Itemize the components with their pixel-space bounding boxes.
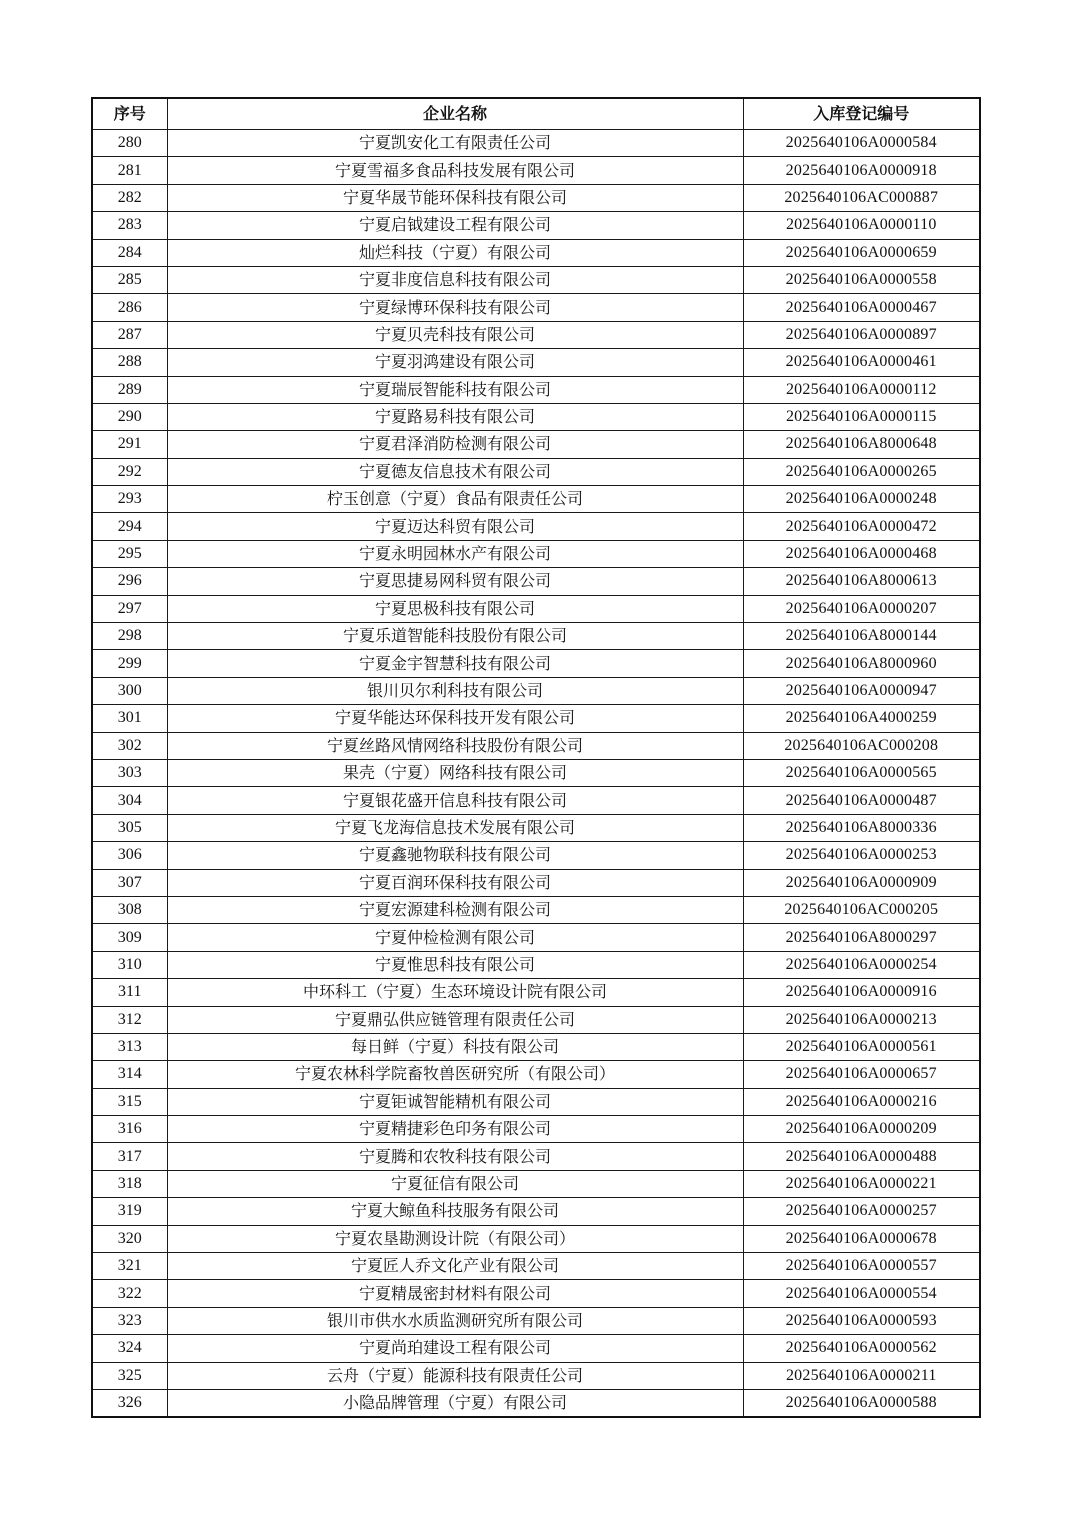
- row-registration-number-cell: 2025640106A8000648: [743, 431, 980, 458]
- row-company-name-cell: 宁夏百润环保科技有限公司: [167, 869, 743, 896]
- row-seq-cell: 305: [92, 814, 167, 841]
- row-seq-cell: 291: [92, 431, 167, 458]
- row-seq-cell: 307: [92, 869, 167, 896]
- row-seq-cell: 317: [92, 1143, 167, 1170]
- row-company-name-cell: 宁夏君泽消防检测有限公司: [167, 431, 743, 458]
- row-registration-number-cell: 2025640106A0000554: [743, 1280, 980, 1307]
- row-registration-number-cell: 2025640106A0000112: [743, 376, 980, 403]
- table-row: [92, 1362, 980, 1389]
- row-registration-number-cell: 2025640106A0000221: [743, 1170, 980, 1197]
- table-row: [92, 294, 980, 321]
- row-company-name-cell: 宁夏永明园林水产有限公司: [167, 540, 743, 567]
- row-company-name-cell: 宁夏农垦勘测设计院（有限公司）: [167, 1225, 743, 1252]
- enterprise-registry-table: [91, 97, 981, 1418]
- table-row: [92, 540, 980, 567]
- table-row: [92, 239, 980, 266]
- table-row: [92, 759, 980, 786]
- row-company-name-cell: 宁夏华能达环保科技开发有限公司: [167, 705, 743, 732]
- row-seq-cell: 293: [92, 486, 167, 513]
- row-company-name-cell: 宁夏迈达科贸有限公司: [167, 513, 743, 540]
- row-company-name-cell: 宁夏思捷易网科贸有限公司: [167, 568, 743, 595]
- row-registration-number-cell: 2025640106A0000213: [743, 1006, 980, 1033]
- table-row: [92, 924, 980, 951]
- row-seq-cell: 298: [92, 623, 167, 650]
- row-seq-cell: 284: [92, 239, 167, 266]
- row-company-name-cell: 宁夏鼎弘供应链管理有限责任公司: [167, 1006, 743, 1033]
- row-registration-number-cell: 2025640106A0000897: [743, 321, 980, 348]
- row-seq-cell: 302: [92, 732, 167, 759]
- row-seq-cell: 308: [92, 896, 167, 923]
- row-registration-number-cell: 2025640106A0000468: [743, 540, 980, 567]
- row-seq-cell: 301: [92, 705, 167, 732]
- table-header-row: [92, 98, 980, 130]
- table-row: [92, 1307, 980, 1334]
- row-registration-number-cell: 2025640106A0000565: [743, 759, 980, 786]
- row-company-name-cell: 果壳（宁夏）网络科技有限公司: [167, 759, 743, 786]
- row-company-name-cell: 宁夏银花盛开信息科技有限公司: [167, 787, 743, 814]
- row-registration-number-cell: 2025640106AC000887: [743, 184, 980, 211]
- table-row: [92, 130, 980, 157]
- table-row: [92, 184, 980, 211]
- row-seq-cell: 325: [92, 1362, 167, 1389]
- row-company-name-cell: 宁夏腾和农牧科技有限公司: [167, 1143, 743, 1170]
- row-seq-cell: 283: [92, 212, 167, 239]
- row-seq-cell: 282: [92, 184, 167, 211]
- row-registration-number-cell: 2025640106A0000588: [743, 1389, 980, 1417]
- row-registration-number-cell: 2025640106A0000209: [743, 1116, 980, 1143]
- header-registration-number: 入库登记编号: [743, 98, 980, 130]
- row-seq-cell: 319: [92, 1198, 167, 1225]
- table-row: [92, 623, 980, 650]
- row-company-name-cell: 宁夏飞龙海信息技术发展有限公司: [167, 814, 743, 841]
- row-seq-cell: 321: [92, 1253, 167, 1280]
- table-row: [92, 1061, 980, 1088]
- row-company-name-cell: 云舟（宁夏）能源科技有限责任公司: [167, 1362, 743, 1389]
- table-row: [92, 349, 980, 376]
- table-row: [92, 1253, 980, 1280]
- row-registration-number-cell: 2025640106A8000297: [743, 924, 980, 951]
- row-seq-cell: 322: [92, 1280, 167, 1307]
- row-registration-number-cell: 2025640106A0000216: [743, 1088, 980, 1115]
- row-registration-number-cell: 2025640106A0000211: [743, 1362, 980, 1389]
- row-seq-cell: 309: [92, 924, 167, 951]
- row-registration-number-cell: 2025640106A0000657: [743, 1061, 980, 1088]
- row-registration-number-cell: 2025640106A0000110: [743, 212, 980, 239]
- row-seq-cell: 285: [92, 266, 167, 293]
- row-company-name-cell: 宁夏绿博环保科技有限公司: [167, 294, 743, 321]
- row-registration-number-cell: 2025640106A0000248: [743, 486, 980, 513]
- row-seq-cell: 326: [92, 1389, 167, 1417]
- row-company-name-cell: 宁夏羽鸿建设有限公司: [167, 349, 743, 376]
- row-company-name-cell: 小隐品牌管理（宁夏）有限公司: [167, 1389, 743, 1417]
- table-row: [92, 705, 980, 732]
- row-company-name-cell: 宁夏仲检检测有限公司: [167, 924, 743, 951]
- row-seq-cell: 300: [92, 677, 167, 704]
- row-company-name-cell: 每日鲜（宁夏）科技有限公司: [167, 1033, 743, 1060]
- table-row: [92, 979, 980, 1006]
- table-row: [92, 595, 980, 622]
- row-company-name-cell: 宁夏乐道智能科技股份有限公司: [167, 623, 743, 650]
- row-seq-cell: 289: [92, 376, 167, 403]
- row-company-name-cell: 宁夏征信有限公司: [167, 1170, 743, 1197]
- row-company-name-cell: 宁夏精捷彩色印务有限公司: [167, 1116, 743, 1143]
- row-seq-cell: 299: [92, 650, 167, 677]
- table-row: [92, 787, 980, 814]
- row-registration-number-cell: 2025640106AC000205: [743, 896, 980, 923]
- row-registration-number-cell: 2025640106A0000467: [743, 294, 980, 321]
- row-seq-cell: 318: [92, 1170, 167, 1197]
- row-seq-cell: 315: [92, 1088, 167, 1115]
- row-seq-cell: 311: [92, 979, 167, 1006]
- row-company-name-cell: 宁夏金宇智慧科技有限公司: [167, 650, 743, 677]
- row-registration-number-cell: 2025640106A0000207: [743, 595, 980, 622]
- row-registration-number-cell: 2025640106A0000561: [743, 1033, 980, 1060]
- row-seq-cell: 306: [92, 842, 167, 869]
- table-row: [92, 486, 980, 513]
- row-seq-cell: 288: [92, 349, 167, 376]
- row-registration-number-cell: 2025640106A0000593: [743, 1307, 980, 1334]
- row-seq-cell: 290: [92, 403, 167, 430]
- row-registration-number-cell: 2025640106A0000254: [743, 951, 980, 978]
- table-row: [92, 1088, 980, 1115]
- row-seq-cell: 287: [92, 321, 167, 348]
- row-registration-number-cell: 2025640106A0000115: [743, 403, 980, 430]
- table-row: [92, 1006, 980, 1033]
- table-row: [92, 1225, 980, 1252]
- row-company-name-cell: 宁夏鑫驰物联科技有限公司: [167, 842, 743, 869]
- table-row: [92, 403, 980, 430]
- table-row: [92, 732, 980, 759]
- table-row: [92, 650, 980, 677]
- row-registration-number-cell: 2025640106A0000257: [743, 1198, 980, 1225]
- row-company-name-cell: 银川贝尔利科技有限公司: [167, 677, 743, 704]
- table-row: [92, 1170, 980, 1197]
- table-row: [92, 842, 980, 869]
- table-row: [92, 1198, 980, 1225]
- row-company-name-cell: 宁夏德友信息技术有限公司: [167, 458, 743, 485]
- row-seq-cell: 320: [92, 1225, 167, 1252]
- row-registration-number-cell: 2025640106A0000562: [743, 1335, 980, 1362]
- row-registration-number-cell: 2025640106A8000960: [743, 650, 980, 677]
- row-company-name-cell: 宁夏尚珀建设工程有限公司: [167, 1335, 743, 1362]
- table-row: [92, 814, 980, 841]
- table-row: [92, 951, 980, 978]
- table-row: [92, 568, 980, 595]
- table-row: [92, 458, 980, 485]
- row-registration-number-cell: 2025640106A0000472: [743, 513, 980, 540]
- row-company-name-cell: 宁夏匠人乔文化产业有限公司: [167, 1253, 743, 1280]
- row-company-name-cell: 宁夏大鲸鱼科技服务有限公司: [167, 1198, 743, 1225]
- table-row: [92, 677, 980, 704]
- row-company-name-cell: 宁夏非度信息科技有限公司: [167, 266, 743, 293]
- row-company-name-cell: 中环科工（宁夏）生态环境设计院有限公司: [167, 979, 743, 1006]
- header-company-name: 企业名称: [167, 98, 743, 130]
- row-company-name-cell: 宁夏瑞辰智能科技有限公司: [167, 376, 743, 403]
- row-seq-cell: 312: [92, 1006, 167, 1033]
- row-registration-number-cell: 2025640106A0000558: [743, 266, 980, 293]
- row-company-name-cell: 宁夏路易科技有限公司: [167, 403, 743, 430]
- row-company-name-cell: 宁夏惟思科技有限公司: [167, 951, 743, 978]
- row-company-name-cell: 宁夏农林科学院畜牧兽医研究所（有限公司）: [167, 1061, 743, 1088]
- row-registration-number-cell: 2025640106A0000584: [743, 130, 980, 157]
- table-row: [92, 1280, 980, 1307]
- row-registration-number-cell: 2025640106A0000947: [743, 677, 980, 704]
- row-seq-cell: 281: [92, 157, 167, 184]
- row-registration-number-cell: 2025640106A8000144: [743, 623, 980, 650]
- row-seq-cell: 286: [92, 294, 167, 321]
- row-company-name-cell: 宁夏华晟节能环保科技有限公司: [167, 184, 743, 211]
- row-company-name-cell: 宁夏启钺建设工程有限公司: [167, 212, 743, 239]
- row-registration-number-cell: 2025640106A0000918: [743, 157, 980, 184]
- row-registration-number-cell: 2025640106A0000461: [743, 349, 980, 376]
- row-company-name-cell: 宁夏钜诚智能精机有限公司: [167, 1088, 743, 1115]
- table-row: [92, 157, 980, 184]
- row-registration-number-cell: 2025640106A0000557: [743, 1253, 980, 1280]
- row-company-name-cell: 宁夏贝壳科技有限公司: [167, 321, 743, 348]
- row-seq-cell: 323: [92, 1307, 167, 1334]
- row-company-name-cell: 银川市供水水质监测研究所有限公司: [167, 1307, 743, 1334]
- row-registration-number-cell: 2025640106A0000253: [743, 842, 980, 869]
- row-registration-number-cell: 2025640106A0000909: [743, 869, 980, 896]
- row-registration-number-cell: 2025640106AC000208: [743, 732, 980, 759]
- row-seq-cell: 304: [92, 787, 167, 814]
- row-seq-cell: 313: [92, 1033, 167, 1060]
- row-company-name-cell: 柠玉创意（宁夏）食品有限责任公司: [167, 486, 743, 513]
- row-seq-cell: 292: [92, 458, 167, 485]
- row-registration-number-cell: 2025640106A0000659: [743, 239, 980, 266]
- row-seq-cell: 280: [92, 130, 167, 157]
- row-company-name-cell: 宁夏雪福多食品科技发展有限公司: [167, 157, 743, 184]
- row-seq-cell: 316: [92, 1116, 167, 1143]
- row-company-name-cell: 灿烂科技（宁夏）有限公司: [167, 239, 743, 266]
- row-company-name-cell: 宁夏丝路风情网络科技股份有限公司: [167, 732, 743, 759]
- row-registration-number-cell: 2025640106A8000336: [743, 814, 980, 841]
- row-registration-number-cell: 2025640106A0000487: [743, 787, 980, 814]
- row-company-name-cell: 宁夏宏源建科检测有限公司: [167, 896, 743, 923]
- row-seq-cell: 324: [92, 1335, 167, 1362]
- row-registration-number-cell: 2025640106A0000488: [743, 1143, 980, 1170]
- table-row: [92, 212, 980, 239]
- table-row: [92, 376, 980, 403]
- row-company-name-cell: 宁夏精晟密封材料有限公司: [167, 1280, 743, 1307]
- row-registration-number-cell: 2025640106A8000613: [743, 568, 980, 595]
- row-seq-cell: 310: [92, 951, 167, 978]
- table-row: [92, 1389, 980, 1417]
- row-seq-cell: 297: [92, 595, 167, 622]
- row-company-name-cell: 宁夏思极科技有限公司: [167, 595, 743, 622]
- table-row: [92, 1033, 980, 1060]
- table-body: [92, 130, 980, 1418]
- row-registration-number-cell: 2025640106A4000259: [743, 705, 980, 732]
- table-row: [92, 1335, 980, 1362]
- row-registration-number-cell: 2025640106A0000916: [743, 979, 980, 1006]
- row-registration-number-cell: 2025640106A0000265: [743, 458, 980, 485]
- header-seq: 序号: [92, 98, 167, 130]
- row-company-name-cell: 宁夏凯安化工有限责任公司: [167, 130, 743, 157]
- row-seq-cell: 294: [92, 513, 167, 540]
- table-row: [92, 1116, 980, 1143]
- table-row: [92, 266, 980, 293]
- row-registration-number-cell: 2025640106A0000678: [743, 1225, 980, 1252]
- table-row: [92, 513, 980, 540]
- row-seq-cell: 295: [92, 540, 167, 567]
- table-row: [92, 321, 980, 348]
- table-row: [92, 431, 980, 458]
- table-row: [92, 896, 980, 923]
- table-row: [92, 869, 980, 896]
- row-seq-cell: 314: [92, 1061, 167, 1088]
- row-seq-cell: 296: [92, 568, 167, 595]
- row-seq-cell: 303: [92, 759, 167, 786]
- table-row: [92, 1143, 980, 1170]
